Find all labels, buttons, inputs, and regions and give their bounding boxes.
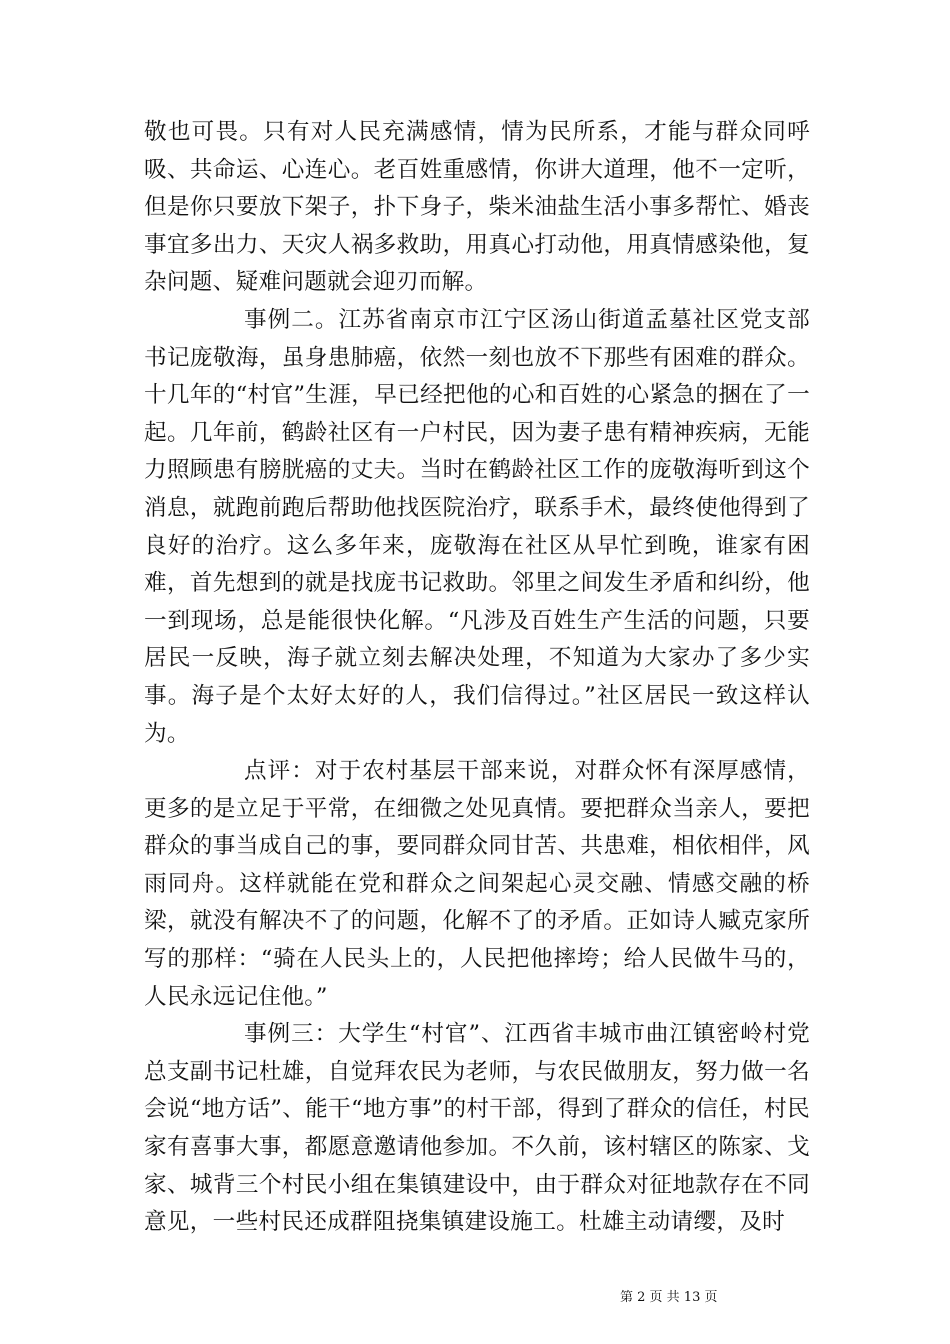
page-number-footer: 第 2 页 共 13 页 — [620, 1290, 718, 1305]
paragraph-2: 事例二。江苏省南京市江宁区汤山街道孟墓社区党支部书记庞敬海，虽身患肺癌，依然一刻也放不下那些有困难的群众。十几年的“村官”生涯，早已经把他的心和百姓的心紧急的捆在了一起。几年前，鹤龄社区有一户村民，因为妻子患有精神疾病，无能力照顾患有膀胱癌的丈夫。当时在鹤龄社区工作的庞敬海听到这个消息，就跑前跑后帮助他找医院治疗，联系手术，最终使他得到了良好的治疗。这么多年来，庞敬海在社区从早忙到晚，谁家有困难，首先想到的就是找庞书记救助。邻里之间发生矛盾和纠纷，他一到现场，总是能很快化解。“凡涉及百姓生产生活的问题，只要居民一反映，海子就立刻去解决处理，不知道为大家办了多少实事。海子是个太好太好的人，我们信得过。”社区居民一致这样认为。 — [144, 306, 810, 747]
paragraph-1: 敬也可畏。只有对人民充满感情，情为民所系，才能与群众同呼吸、共命运、心连心。老百姓重感情，你讲大道理，他不一定听，但是你只要放下架子，扑下身子，柴米油盐生活小事多帮忙、婚丧事宜多出力、天灾人祸多救助，用真心打动他，用真情感染他，复杂问题、疑难问题就会迎刃而解。 — [144, 119, 810, 296]
paragraph-4: 事例三：大学生“村官”、江西省丰城市曲江镇密岭村党总支副书记杜雄，自觉拜农民为老师，与农民做朋友，努力做一名会说“地方话”、能干“地方事”的村干部，得到了群众的信任，村民家有喜事大事，都愿意邀请他参加。不久前，该村辖区的陈家、戈家、城背三个村民小组在集镇建设中，由于群众对征地款存在不同意见，一些村民还成群阻挠集镇建设施工。杜雄主动请缨，及时 — [144, 1021, 810, 1236]
paragraph-3: 点评：对于农村基层干部来说，对群众怀有深厚感情，更多的是立足于平常，在细微之处见真情。要把群众当亲人，要把群众的事当成自己的事，要同群众同甘苦、共患难，相依相伴，风雨同舟。这样就能在党和群众之间架起心灵交融、情感交融的桥梁，就没有解决不了的问题，化解不了的矛盾。正如诗人臧克家所写的那样：“骑在人民头上的，人民把他摔垮；给人民做牛马的，人民永远记住他。” — [144, 758, 810, 1010]
document-body — [144, 114, 810, 1242]
